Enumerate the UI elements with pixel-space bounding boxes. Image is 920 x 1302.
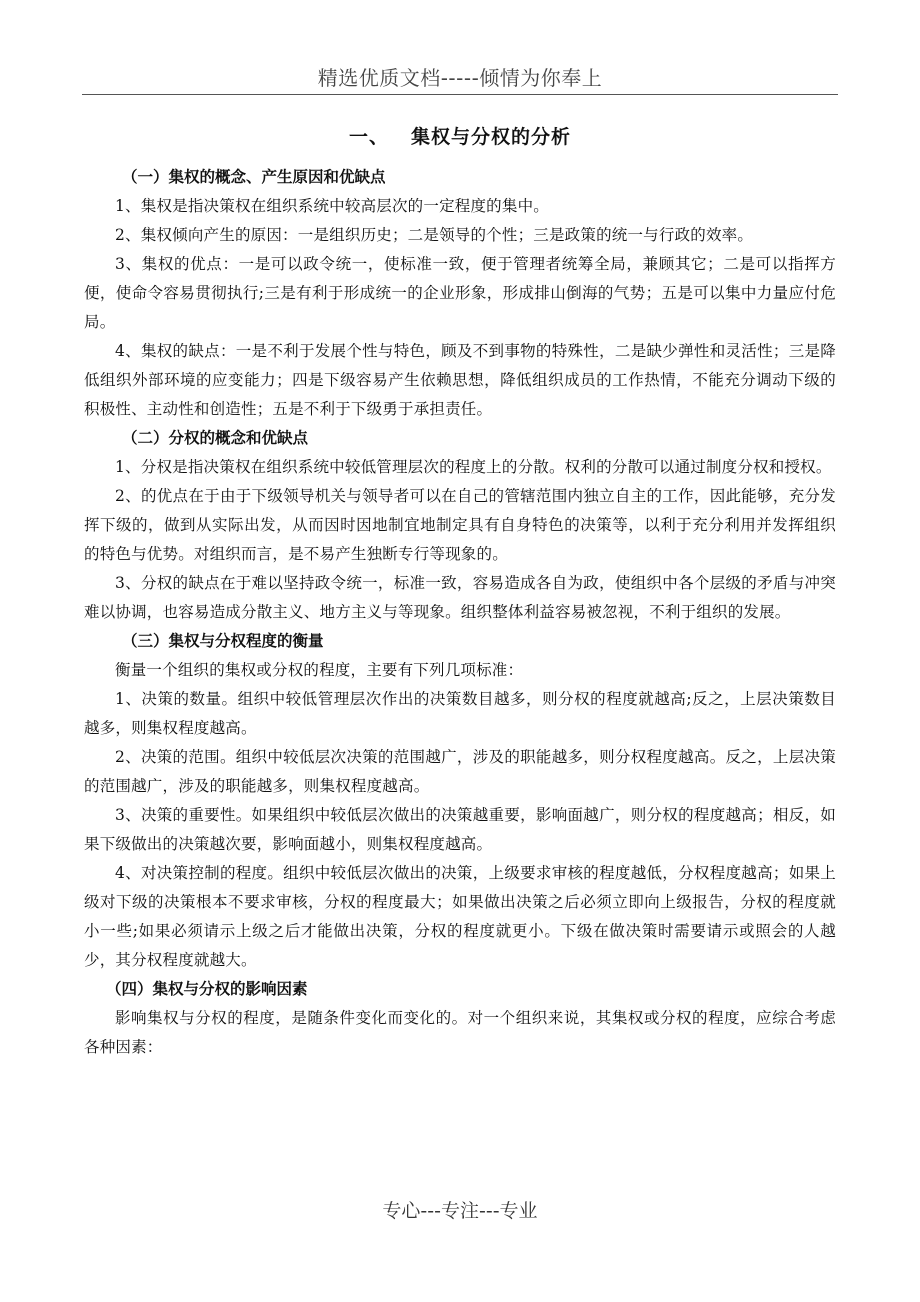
title-number: 一、 xyxy=(348,126,389,148)
paragraph: 影响集权与分权的程度，是随条件变化而变化的。对一个组织来说，其集权或分权的程度，应综合考虑各种因素： xyxy=(84,1009,836,1056)
page-footer: 专心---专注---专业 xyxy=(382,1200,538,1222)
header-divider xyxy=(82,94,838,95)
page-header: 精选优质文档-----倾情为你奉上 xyxy=(317,66,603,90)
paragraph: 1、分权是指决策权在组织系统中较低管理层次的程度上的分散。权利的分散可以通过制度分权和授权。 xyxy=(115,458,832,476)
paragraph: 3、分权的缺点在于难以坚持政令统一，标准一致，容易造成各自为政，使组织中各个层级的矛盾与冲突难以协调，也容易造成分散主义、地方主义与等现象。组织整体利益容易被忽视，不利于组织的发展。 xyxy=(84,574,836,621)
paragraph: 1、集权是指决策权在组织系统中较高层次的一定程度的集中。 xyxy=(115,197,549,215)
paragraph: 2、集权倾向产生的原因：一是组织历史；二是领导的个性；三是政策的统一与行政的效率。 xyxy=(115,226,754,244)
paragraph: 3、集权的优点：一是可以政令统一，使标准一致，便于管理者统筹全局，兼顾其它；二是可以指挥方便，使命令容易贯彻执行;三是有利于形成统一的企业形象，形成排山倒海的气势；五是可以集中力量应付危局。 xyxy=(84,255,836,331)
paragraph: 1、决策的数量。组织中较低管理层次作出的决策数目越多，则分权的程度就越高;反之，上层决策数目越多，则集权程度越高。 xyxy=(84,690,836,737)
section-heading: （三）集权与分权程度的衡量 xyxy=(122,632,324,650)
title-text: 集权与分权的分析 xyxy=(411,126,572,148)
document-title xyxy=(84,122,836,149)
paragraph: 4、集权的缺点：一是不利于发展个性与特色，顾及不到事物的特殊性，二是缺少弹性和灵活性；三是降低组织外部环境的应变能力；四是下级容易产生依赖思想，降低组织成员的工作热情，不能充分调动下级的积极性、主动性和创造性；五是不利于下级勇于承担责任。 xyxy=(84,342,836,418)
paragraph: 衡量一个组织的集权或分权的程度，主要有下列几项标准： xyxy=(115,661,524,679)
paragraph: 2、决策的范围。组织中较低层次决策的范围越广，涉及的职能越多，则分权程度越高。反之，上层决策的范围越广，涉及的职能越多，则集权程度越高。 xyxy=(84,748,836,795)
paragraph: 4、对决策控制的程度。组织中较低层次做出的决策，上级要求审核的程度越低，分权程度越高；如果上级对下级的决策根本不要求审核，分权的程度最大；如果做出决策之后必须立即向上级报告，分权的程度就小一些;如果必须请示上级之后才能做出决策，分权的程度就更小。下级在做决策时需要请示或照会的人越少，其分权程度就越大。 xyxy=(84,864,836,969)
paragraph: 2、的优点在于由于下级领导机关与领导者可以在自己的管辖范围内独立自主的工作，因此能够，充分发挥下级的，做到从实际出发，从而因时因地制宜地制定具有自身特色的决策等，以利于充分利用并发挥组织的特色与优势。对组织而言，是不易产生独断专行等现象的。 xyxy=(84,487,836,563)
section-heading: （二）分权的概念和优缺点 xyxy=(122,429,309,447)
paragraph: 3、决策的重要性。如果组织中较低层次做出的决策越重要，影响面越广，则分权的程度越高；相反，如果下级做出的决策越次要，影响面越小，则集权程度越高。 xyxy=(84,806,836,853)
section-heading: （一）集权的概念、产生原因和优缺点 xyxy=(122,168,386,186)
document-body xyxy=(84,118,836,1062)
section-heading: （四）集权与分权的影响因素 xyxy=(106,980,308,998)
